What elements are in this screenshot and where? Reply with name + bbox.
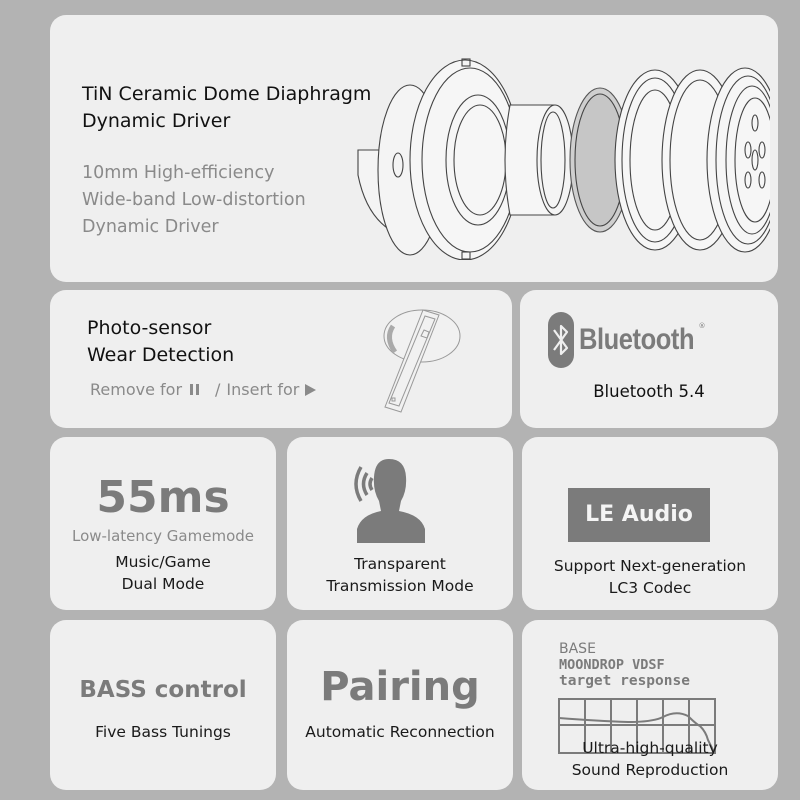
separator: / — [215, 380, 221, 399]
bluetooth-icon — [548, 312, 574, 368]
bass-control-card — [50, 620, 276, 790]
wear-title-line1: Photo-sensor — [87, 317, 212, 339]
pairing-card — [287, 620, 513, 790]
driver-card — [50, 15, 778, 282]
bass-title: BASS control — [79, 677, 247, 703]
pairing-caption: Automatic Reconnection — [305, 723, 495, 741]
bluetooth-logo — [548, 312, 705, 368]
vdsf-caption-line1: Ultra-high-quality — [582, 739, 718, 757]
transparent-caption — [287, 553, 513, 597]
insert-label: Insert for — [226, 380, 300, 399]
latency-value: 55ms — [96, 472, 230, 523]
vdsf-line1: BASE — [559, 641, 596, 657]
driver-sub-line1: 10mm High-efficiency — [82, 163, 275, 183]
bluetooth-logo-text: Bluetooth — [579, 323, 695, 356]
exploded-driver-icon — [350, 45, 770, 260]
le-audio-caption-line2: LC3 Codec — [608, 579, 692, 597]
driver-title-line1: TiN Ceramic Dome Diaphragm — [82, 83, 372, 105]
earbud-icon — [375, 308, 475, 418]
vdsf-card — [522, 620, 778, 790]
transparent-caption-line1: Transparent — [354, 555, 446, 573]
vdsf-line2: MOONDROP VDSF — [559, 657, 665, 673]
pause-icon — [190, 384, 199, 395]
wear-instruction — [90, 376, 316, 403]
bluetooth-card — [520, 290, 778, 428]
play-icon — [305, 384, 316, 396]
wear-detection-card — [50, 290, 512, 428]
vdsf-caption-line2: Sound Reproduction — [571, 761, 729, 779]
bass-caption: Five Bass Tunings — [95, 723, 231, 741]
person-sound-icon — [349, 457, 429, 543]
le-audio-badge: LE Audio — [568, 488, 710, 542]
le-audio-caption-line1: Support Next-generation — [553, 557, 747, 575]
pairing-title: Pairing — [320, 664, 480, 710]
latency-card — [50, 437, 276, 610]
transparent-mode-card — [287, 437, 513, 610]
latency-caption-line1: Music/Game — [115, 553, 211, 571]
vdsf-caption — [522, 737, 778, 781]
vdsf-line3: target response — [559, 673, 690, 689]
le-audio-card — [522, 437, 778, 610]
driver-sub-line2: Wide-band Low-distortion — [82, 190, 306, 210]
driver-sub-line3: Dynamic Driver — [82, 217, 219, 237]
latency-caption-line2: Dual Mode — [121, 575, 205, 593]
remove-label: Remove for — [90, 380, 183, 399]
driver-title-line2: Dynamic Driver — [82, 110, 231, 132]
vdsf-heading — [559, 641, 690, 689]
bluetooth-version: Bluetooth 5.4 — [593, 382, 705, 401]
driver-title — [82, 81, 371, 135]
driver-subtitle — [82, 160, 306, 241]
wear-title-line2: Wear Detection — [87, 344, 235, 366]
wear-title — [87, 315, 234, 369]
transparent-caption-line2: Transmission Mode — [326, 577, 474, 595]
registered-mark: ® — [698, 322, 706, 330]
le-audio-caption — [522, 555, 778, 599]
latency-subtitle: Low-latency Gamemode — [71, 527, 254, 545]
latency-caption — [50, 551, 276, 595]
